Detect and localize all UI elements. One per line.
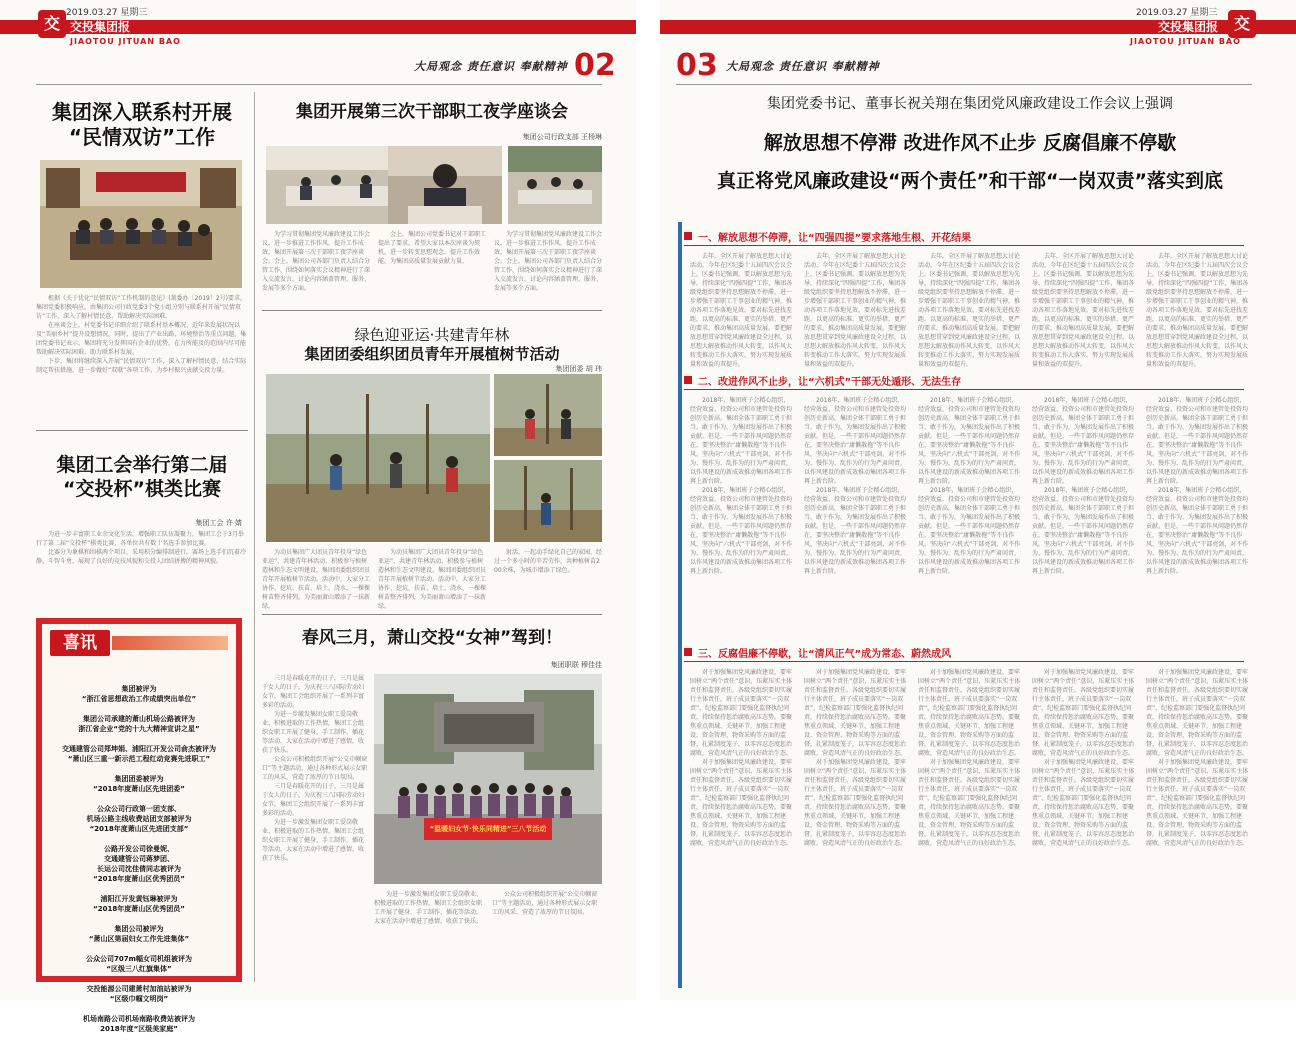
good-news-item-line: 浦阳江开发黄钰琳被评为 — [100, 895, 178, 903]
section-2-col2-cont: 2018年，集团班子会精心组织，经营效益、投资公司和市建管处投资均创历史新高，集团全体干部职工勇于担当、敢于作为，为集团发展作出了积极贡献。但是，一些干部作风问题仍然存在，要坚决整治“庸懒散拖”等不良作风，坚决向“六机式”干部亮剑，对不作为、慢作为、乱作为的行为严肃问责，以作风建设的新成效推动集团各项工作再上新台阶。 — [804, 487, 907, 575]
section-3-col5-cont: 对于加强集团党风廉政建设，要牢固树立“两个责任”意识，压紧压实主体责任和监督责任。各级党组织要切实履行主体责任，班子成员要落实“一岗双责”，纪检监察部门要强化监督执纪问责，持续保持惩治腐败高压态势。要聚焦重点领域、关键环节，加强工程建设、资金管理、物资采购等方面的监督，扎紧制度笼子，以零容忍态度惩治腐败，营造风清气正的良好政治生态。 — [1146, 759, 1249, 847]
good-news-item — [50, 924, 228, 944]
section-heading-2-text: 二、改进作风不止步，让“六机式”干部无处遁形、无法生存 — [698, 377, 962, 388]
masthead-left — [0, 0, 636, 46]
tree-planting-photo-1 — [266, 374, 490, 542]
good-news-item — [50, 774, 228, 794]
tree-p1: 为动员集团广大团员青年投身“绿色亚运”、共建青年林活动，积极参与植树造林和生态文明建设，集团团委组织团员青年开展植树节活动。活动中，大家分工协作、挖坑、扶苗、培土、浇水，一棵棵树苗整齐排列，为美丽萧山增添了一抹新绿。 — [262, 549, 371, 610]
header-divider — [676, 84, 1252, 85]
section-2-body — [690, 396, 1250, 636]
section-3-col3: 对于加强集团党风廉政建设，要牢固树立“两个责任”意识，压紧压实主体责任和监督责任。各级党组织要切实履行主体责任，班子成员要落实“一岗双责”，纪检监察部门要强化监督执纪问责，持续保持惩治腐败高压态势。要聚焦重点领域、关键环节，加强工程建设、资金管理、物资采购等方面的监督，扎紧制度笼子，以零容忍态度惩治腐败，营造风清气正的良好政治生态。 — [918, 669, 1021, 757]
seminar-article-body — [262, 230, 602, 302]
paper-brand-en: JIAOTOU JITUAN BAO — [1130, 37, 1241, 46]
good-news-banner-graphic — [112, 636, 228, 650]
section-1-body — [690, 252, 1250, 368]
chess-p1: 为进一步丰富职工业余文化生活，增强职工队伍凝聚力，集团工会于3月举行了第二届“交投杯”棋类比赛，各单位共有数十名选手参加比赛。 — [36, 531, 244, 547]
section-1-col3: 去年，全区开展了解放思想大讨论活动，今年在区纪委十五届四次会议会上，区委书记强调，要以解放思想为先导，持续深化“四强四提”工作，集团各级党组织要坚持思想解放不停滞，进一步增强干部职工干事创业的精气神，推动各项工作落地见效。要对标先进找差距，以更高的标准、更实的举措、更严的要求，推动集团高质量发展。要把解放思想贯穿到党风廉政建设全过程，以思想大解放推动作风大转变，以作风大转变推动工作大落实，努力实现发展质量和效益的双提升。 — [918, 253, 1021, 368]
section-2-col2: 2018年，集团班子会精心组织，经营效益、投资公司和市建管处投资均创历史新高，集团全体干部职工勇于担当、敢于作为，为集团发展作出了积极贡献。但是，一些干部作风问题仍然存在，要坚决整治“庸懒散拖”等不良作风，坚决向“六机式”干部亮剑，对不作为、慢作为、乱作为的行为严肃问责，以作风建设的新成效推动集团各项工作再上新台阶。 — [804, 397, 907, 485]
chess-title-line1: 集团工会举行第二届 — [56, 454, 228, 476]
section-2-col5: 2018年，集团班子会精心组织，经营效益、投资公司和市建管处投资均创历史新高，集团全体干部职工勇于担当、敢于作为，为集团发展作出了积极贡献。但是，一些干部作风问题仍然存在，要坚决整治“庸懒散拖”等不良作风，坚决向“六机式”干部亮剑，对不作为、慢作为、乱作为的行为严肃问责，以作风建设的新成效推动集团各项工作再上新台阶。 — [1146, 397, 1249, 485]
village-p3: 下步，集团将继续深入开展“民情双访”工作，深入了解村情民意，结合实际制定帮扶措施，进一步做好“双联”各项工作，为乡村振兴贡献交投力量。 — [36, 358, 247, 374]
women-day-article-body-left — [262, 674, 368, 978]
section-marker-icon — [684, 232, 692, 240]
good-news-item-line: “萧山区三重一新示范工程红动竞赛先进职工” — [67, 755, 211, 763]
tree-byline: 集团团委 胡 玮 — [555, 365, 602, 373]
good-news-item — [50, 714, 228, 734]
good-news-item-line: 集团团委被评为 — [114, 775, 164, 783]
section-heading-1-text: 一、解放思想不停滞，让“四强四提”要求落地生根、开花结果 — [698, 233, 972, 244]
tree-article-body — [262, 548, 602, 608]
women-p2: 为进一步激发集团女职工爱岗敬业、积极进取的工作热情，集团工会组织女职工开展了健身、手工制作、插花等活动，大家在活动中增进了感情，收获了快乐。 — [262, 711, 365, 754]
page-gutter — [636, 0, 660, 1000]
section-2-col4-cont: 2018年，集团班子会精心组织，经营效益、投资公司和市建管处投资均创历史新高，集团全体干部职工勇于担当、敢于作为，为集团发展作出了积极贡献。但是，一些干部作风问题仍然存在，要坚决整治“庸懒散拖”等不良作风，坚决向“六机式”干部亮剑，对不作为、慢作为、乱作为的行为严肃问责，以作风建设的新成效推动集团各项工作再上新台阶。 — [1032, 487, 1135, 575]
good-news-item-line: 公众公司707m幅女司机组被评为 — [86, 955, 192, 963]
village-p2: 在座谈会上，村党委书记详细介绍了联系村基本概况、近年来发展状况以及“美丽乡村”提升设想情况。同时，提出了产业出路、环境整治等重点问题。集团党委书记表示，集团将充分发挥国有企业的优势，在力所能及的范围内尽可能帮助解决实际困难，助力联系村发展。 — [36, 322, 247, 356]
good-news-inner — [42, 624, 236, 1033]
good-news-item-line: “萧山区第届妇女工作先进集体” — [88, 935, 190, 943]
good-news-item-line: 交投能源公司建萧村加油站被评为 — [86, 985, 192, 993]
seminar-photo-2 — [508, 146, 602, 224]
section-heading-3-text: 三、反腐倡廉不停歇，让“清风正气”成为常态、蔚然成风 — [698, 649, 952, 660]
tree-title-line1: 绿色迎亚运·共建青年林 — [354, 326, 510, 344]
section-heading-rule — [684, 389, 1244, 390]
women-p3: 公众公司积极组织开展“公交巾帼窗口”等主题活动，通过各种形式展示女职工的风采，营造了浓厚的节日氛围。 — [262, 756, 368, 781]
village-lead: 根据《关于优化“民情双访”工作机制的意见》(萧委办〔2019〕2号)要求，集团党委积极响应，由集团公司行政党委3个党小组分别与联系村开展“民情双访”工作，深入了解村情民意，帮助解决实际困难。 — [36, 295, 246, 320]
good-news-item — [50, 954, 228, 974]
village-article-title — [36, 100, 248, 150]
good-news-item-line: 浙江省企业“党的十九大精神宣讲之星” — [78, 725, 200, 733]
page-number: 02 — [574, 48, 616, 83]
good-news-item-line: 公众公司行政第一团支部、 — [97, 805, 181, 813]
section-heading-rule — [684, 661, 1244, 662]
section-2-col1: 2018年，集团班子会精心组织，经营效益、投资公司和市建管处投资均创历史新高，集团全体干部职工勇于担当、敢于作为，为集团发展作出了积极贡献。但是，一些干部作风问题仍然存在，要坚决整治“庸懒散拖”等不良作风，坚决向“六机式”干部亮剑，对不作为、慢作为、乱作为的行为严肃问责，以作风建设的新成效推动集团各项工作再上新台阶。 — [690, 397, 793, 485]
section-marker-icon — [684, 648, 692, 656]
good-news-list — [50, 684, 228, 1044]
good-news-item-line: 2018年度“区级美家庭” — [100, 1025, 178, 1033]
chess-title-line2: “交投杯”棋类比赛 — [63, 477, 221, 500]
paper-brand-en: JIAOTOU JITUAN BAO — [70, 37, 181, 46]
tree-article-title — [262, 326, 602, 364]
page-02 — [0, 0, 636, 1033]
section-marker-icon — [684, 376, 692, 384]
village-title-line2: “民情双访”工作 — [68, 125, 216, 149]
women-p2-col2: 为进一步激发集团女职工爱岗敬业、积极进取的工作热情，集团工会组织女职工开展了健身、手工制作、插花等活动，大家在活动中增进了感情，收获了快乐。 — [374, 891, 483, 925]
good-news-item-line: 交通建管公司郑坤娟、浦阳江开发公司俞杰被评为 — [62, 745, 216, 753]
paper-brand: 交投集团报 — [70, 20, 131, 34]
issue-date: 2019.03.27 星期三 — [1136, 8, 1218, 18]
section-heading-3 — [684, 642, 1244, 662]
paper-logo-icon: 交 — [38, 10, 66, 38]
section-2-col1-cont: 2018年，集团班子会精心组织，经营效益、投资公司和市建管处投资均创历史新高，集团全体干部职工勇于担当、敢于作为，为集团发展作出了积极贡献。但是，一些干部作风问题仍然存在，要坚决整治“庸懒散拖”等不良作风，坚决向“六机式”干部亮剑，对不作为、慢作为、乱作为的行为严肃问责，以作风建设的新成效推动集团各项工作再上新台阶。 — [690, 487, 793, 575]
issue-date: 2019.03.27 星期三 — [66, 8, 148, 18]
seminar-photo-speaker — [388, 146, 502, 224]
chess-byline: 集团工会 许 婧 — [195, 519, 242, 527]
good-news-item-line: “2018年度萧山区先进团委” — [93, 785, 185, 793]
page-slogan: 大局观念 责任意识 奉献精神 — [414, 60, 568, 73]
women-day-article-title: 春风三月，萧山交投“女神”驾到！ — [301, 628, 563, 648]
section-heading-rule — [684, 245, 1244, 246]
seminar-p1: 为学习贯彻集团党风廉政建设工作会议，进一步推进工作作风，提升工作成效，集团开展第三次干部职工夜学座谈会。会上，集团公司各部门负责人结合分管工作，围绕如何落实会议精神进行了深入交流发言，讨论内容涵盖管理、服务、发展等多个方面。 — [262, 231, 371, 292]
good-news-title: 喜讯 — [50, 630, 110, 656]
tree-planting-photo-2 — [494, 374, 602, 456]
tree-p1-cont: 为动员集团广大团员青年投身“绿色亚运”、共建青年林活动，积极参与植树造林和生态文明建设，集团团委组织团员青年开展植树节活动。活动中，大家分工协作、挖坑、扶苗、培土、浇水，一棵棵树苗整齐排列，为美丽萧山增添了一抹新绿。 — [378, 549, 487, 610]
section-heading-2 — [684, 370, 1244, 390]
women-day-byline: 集团职联 穆佳佳 — [550, 661, 602, 669]
section-heading-1 — [684, 226, 1244, 246]
good-news-item — [50, 804, 228, 834]
section-3-body — [690, 668, 1250, 980]
section-3-col3-cont: 对于加强集团党风廉政建设，要牢固树立“两个责任”意识，压紧压实主体责任和监督责任。各级党组织要切实履行主体责任，班子成员要落实“一岗双责”，纪检监察部门要强化监督执纪问责，持续保持惩治腐败高压态势。要聚焦重点领域、关键环节，加强工程建设、资金管理、物资采购等方面的监督，扎紧制度笼子，以零容忍态度惩治腐败，营造风清气正的良好政治生态。 — [918, 759, 1021, 847]
section-1-col2: 去年，全区开展了解放思想大讨论活动，今年在区纪委十五届四次会议会上，区委书记强调，要以解放思想为先导，持续深化“四强四提”工作，集团各级党组织要坚持思想解放不停滞，进一步增强干部职工干事创业的精气神，推动各项工作落地见效。要对标先进找差距，以更高的标准、更实的举措、更严的要求，推动集团高质量发展。要把解放思想贯穿到党风廉政建设全过程，以思想大解放推动作风大转变，以作风大转变推动工作大落实，努力实现发展质量和效益的双提升。 — [804, 253, 907, 368]
paper-brand: 交投集团报 — [1158, 20, 1219, 34]
good-news-item — [50, 1014, 228, 1034]
good-news-item-line: “浙江省思想政治工作成绩突出单位” — [81, 695, 197, 703]
section-3-col1-cont: 对于加强集团党风廉政建设，要牢固树立“两个责任”意识，压紧压实主体责任和监督责任。各级党组织要切实履行主体责任，班子成员要落实“一岗双责”，纪检监察部门要强化监督执纪问责，持续保持惩治腐败高压态势。要聚焦重点领域、关键环节，加强工程建设、资金管理、物资采购等方面的监督，扎紧制度笼子，以零容忍态度惩治腐败，营造风清气正的良好政治生态。 — [690, 759, 793, 847]
village-meeting-photo — [40, 160, 242, 288]
good-news-item-line: “区级巾帼文明岗” — [109, 995, 169, 1003]
section-3-col2: 对于加强集团党风廉政建设，要牢固树立“两个责任”意识，压紧压实主体责任和监督责任。各级党组织要切实履行主体责任，班子成员要落实“一岗双责”，纪检监察部门要强化监督执纪问责，持续保持惩治腐败高压态势。要聚焦重点领域、关键环节，加强工程建设、资金管理、物资采购等方面的监督，扎紧制度笼子，以零容忍态度惩治腐败，营造风清气正的良好政治生态。 — [804, 669, 907, 757]
page-slogan: 大局观念 责任意识 奉献精神 — [726, 60, 880, 73]
good-news-item-line: “2018年度萧山区优秀团员” — [93, 905, 185, 913]
section-2-col3-cont: 2018年，集团班子会精心组织，经营效益、投资公司和市建管处投资均创历史新高，集团全体干部职工勇于担当、敢于作为，为集团发展作出了积极贡献。但是，一些干部作风问题仍然存在，要坚决整治“庸懒散拖”等不良作风，坚决向“六机式”干部亮剑，对不作为、慢作为、乱作为的行为严肃问责，以作风建设的新成效推动集团各项工作再上新台阶。 — [918, 487, 1021, 575]
divider — [262, 310, 602, 311]
masthead-right — [660, 0, 1296, 46]
section-3-col4-cont: 对于加强集团党风廉政建设，要牢固树立“两个责任”意识，压紧压实主体责任和监督责任。各级党组织要切实履行主体责任，班子成员要落实“一岗双责”，纪检监察部门要强化监督执纪问责，持续保持惩治腐败高压态势。要聚焦重点领域、关键环节，加强工程建设、资金管理、物资采购等方面的监督，扎紧制度笼子，以零容忍态度惩治腐败，营造风清气正的良好政治生态。 — [1032, 759, 1135, 847]
main-headline-line2: 真正将党风廉政建设“两个责任”和干部“一岗双责”落实到底 — [717, 170, 1223, 192]
main-headline-line1: 解放思想不停滞 改进作风不止步 反腐倡廉不停歇 — [763, 132, 1177, 154]
good-news-item-line: “2018年度萧山区先进团支部” — [89, 825, 189, 833]
chess-article-body — [36, 530, 248, 610]
section-3-col1: 对于加强集团党风廉政建设，要牢固树立“两个责任”意识，压紧压实主体责任和监督责任。各级党组织要切实履行主体责任，班子成员要落实“一岗双责”，纪检监察部门要强化监督执纪问责，持续保持惩治腐败高压态势。要聚焦重点领域、关键环节，加强工程建设、资金管理、物资采购等方面的监督，扎紧制度笼子，以零容忍态度惩治腐败，营造风清气正的良好政治生态。 — [690, 669, 793, 757]
good-news-item-line: 集团被评为 — [121, 685, 157, 693]
women-p3-col3: 公众公司积极组织开展“公交巾帼窗口”等主题活动，通过各种形式展示女职工的风采，营造了浓厚的节日氛围。 — [492, 891, 598, 916]
seminar-p2: 会上，集团公司党委书记对干部职工提出了要求，希望大家以本次座谈为契机，进一步转变思想观念，提升工作效能，为集团高质量发展贡献力量。 — [378, 231, 487, 265]
good-news-item-line: 长运公司沈佳倩同志被评为 — [97, 865, 181, 873]
header-divider — [36, 84, 602, 85]
women-day-banner-text: “温暖妇女节·快乐同精进”三八节活动 — [429, 825, 547, 833]
section-1-col5: 去年，全区开展了解放思想大讨论活动，今年在区纪委十五届四次会议会上，区委书记强调，要以解放思想为先导，持续深化“四强四提”工作，集团各级党组织要坚持思想解放不停滞，进一步增强干部职工干事创业的精气神，推动各项工作落地见效。要对标先进找差距，以更高的标准、更实的举措、更严的要求，推动集团高质量发展。要把解放思想贯穿到党风廉政建设全过程，以思想大解放推动作风大转变，以作风大转变推动工作大落实，努力实现发展质量和效益的双提升。 — [1146, 253, 1249, 368]
village-title-line1: 集团深入联系村开展 — [52, 100, 232, 124]
good-news-item-line: 集团公司承建的萧山机场公路被评为 — [83, 715, 195, 723]
women-p1-repeat: 三月是春暖花开的日子，三月是属于女人的日子。为庆祝三八国际劳动妇女节，集团工会组织开展了一系列丰富多彩的活动。 — [262, 783, 365, 817]
good-news-item-line: 机场公路主线收费站团支部被评为 — [86, 815, 192, 823]
section-2-col3: 2018年，集团班子会精心组织，经营效益、投资公司和市建管处投资均创历史新高，集团全体干部职工勇于担当、敢于作为，为集团发展作出了积极贡献。但是，一些干部作风问题仍然存在，要坚决整治“庸懒散拖”等不良作风，坚决向“六机式”干部亮剑，对不作为、慢作为、乱作为的行为严肃问责，以作风建设的新成效推动集团各项工作再上新台阶。 — [918, 397, 1021, 485]
section-3-col2-cont: 对于加强集团党风廉政建设，要牢固树立“两个责任”意识，压紧压实主体责任和监督责任。各级党组织要切实履行主体责任，班子成员要落实“一岗双责”，纪检监察部门要强化监督执纪问责，持续保持惩治腐败高压态势。要聚焦重点领域、关键环节，加强工程建设、资金管理、物资采购等方面的监督，扎紧制度笼子，以零容忍态度惩治腐败，营造风清气正的良好政治生态。 — [804, 759, 907, 847]
section-2-col4: 2018年，集团班子会精心组织，经营效益、投资公司和市建管处投资均创历史新高，集团全体干部职工勇于担当、敢于作为，为集团发展作出了积极贡献。但是，一些干部作风问题仍然存在，要坚决整治“庸懒散拖”等不良作风，坚决向“六机式”干部亮剑，对不作为、慢作为、乱作为的行为严肃问责，以作风建设的新成效推动集团各项工作再上新台阶。 — [1032, 397, 1135, 485]
women-day-article-body-right — [374, 890, 602, 978]
good-news-item — [50, 894, 228, 914]
good-news-item-line: 集团公司被评为 — [114, 925, 164, 933]
women-day-group-photo — [374, 674, 602, 884]
section-3-col5: 对于加强集团党风廉政建设，要牢固树立“两个责任”意识，压紧压实主体责任和监督责任。各级党组织要切实履行主体责任，班子成员要落实“一岗双责”，纪检监察部门要强化监督执纪问责，持续保持惩治腐败高压态势。要聚焦重点领域、关键环节，加强工程建设、资金管理、物资采购等方面的监督，扎紧制度笼子，以零容忍态度惩治腐败，营造风清气正的良好政治生态。 — [1146, 669, 1249, 757]
tree-p2: 射活，一起动手绿化自己的家园，经过一个多小时的辛苦劳作，共种植树苗200余株，为城市增添了绿色。 — [494, 549, 603, 574]
main-article-kicker: 集团党委书记、董事长祝关翔在集团党风廉政建设工作会议上强调 — [767, 96, 1173, 112]
women-p2-repeat: 为进一步激发集团女职工爱岗敬业、积极进取的工作热情，集团工会组织女职工开展了健身、手工制作、插花等活动，大家在活动中增进了感情，收获了快乐。 — [262, 819, 365, 862]
good-news-item — [50, 844, 228, 884]
good-news-box — [36, 618, 242, 1033]
divider — [262, 614, 602, 615]
section-2-col5-cont: 2018年，集团班子会精心组织，经营效益、投资公司和市建管处投资均创历史新高，集团全体干部职工勇于担当、敢于作为，为集团发展作出了积极贡献。但是，一些干部作风问题仍然存在，要坚决整治“庸懒散拖”等不良作风，坚决向“六机式”干部亮剑，对不作为、慢作为、乱作为的行为严肃问责，以作风建设的新成效推动集团各项工作再上新台阶。 — [1146, 487, 1249, 575]
good-news-item — [50, 744, 228, 764]
section-1-col4: 去年，全区开展了解放思想大讨论活动，今年在区纪委十五届四次会议会上，区委书记强调，要以解放思想为先导，持续深化“四强四提”工作，集团各级党组织要坚持思想解放不停滞，进一步增强干部职工干事创业的精气神，推动各项工作落地见效。要对标先进找差距，以更高的标准、更实的举措、更严的要求，推动集团高质量发展。要把解放思想贯穿到党风廉政建设全过程，以思想大解放推动作风大转变，以作风大转变推动工作大落实，努力实现发展质量和效益的双提升。 — [1032, 253, 1135, 368]
good-news-item-line: “2018年度萧山区优秀团员” — [93, 875, 185, 883]
seminar-byline: 集团公司行政支部 王杨琳 — [522, 133, 602, 141]
village-article-body — [36, 294, 248, 424]
women-p1: 三月是春暖花开的日子，三月是属于女人的日子。为庆祝三八国际劳动妇女节，集团工会组织开展了一系列丰富多彩的活动。 — [262, 675, 365, 709]
column-divider — [254, 92, 255, 982]
seminar-p1-cont: 为学习贯彻集团党风廉政建设工作会议，进一步推进工作作风，提升工作成效，集团开展第三次干部职工夜学座谈会。会上，集团公司各部门负责人结合分管工作，围绕如何落实会议精神进行了深入交流发言，讨论内容涵盖管理、服务、发展等多个方面。 — [494, 231, 603, 292]
divider — [36, 430, 248, 431]
section-1-col1: 去年，全区开展了解放思想大讨论活动，今年在区纪委十五届四次会议会上，区委书记强调，要以解放思想为先导，持续深化“四强四提”工作，集团各级党组织要坚持思想解放不停滞，进一步增强干部职工干事创业的精气神，推动各项工作落地见效。要对标先进找差距，以更高的标准、更实的举措、更严的要求，推动集团高质量发展。要把解放思想贯穿到党风廉政建设全过程，以思想大解放推动作风大转变，以作风大转变推动工作大落实，努力实现发展质量和效益的双提升。 — [690, 253, 793, 368]
paper-logo-icon: 交 — [1228, 10, 1256, 38]
tree-planting-photo-3 — [494, 460, 602, 542]
good-news-item — [50, 984, 228, 1004]
good-news-item-line: 公路开发公司徐曼妮、 — [104, 845, 174, 853]
chess-p2: 比赛分为象棋和围棋两个项目，采用积分编排制进行。赛场上选手们沉着冷静、斗智斗勇，展现了良好的竞技风貌和交投人团结拼搏的精神风貌。 — [36, 549, 247, 565]
chess-article-title — [36, 454, 248, 502]
section-3-col4: 对于加强集团党风廉政建设，要牢固树立“两个责任”意识，压紧压实主体责任和监督责任。各级党组织要切实履行主体责任，班子成员要落实“一岗双责”，纪检监察部门要强化监督执纪问责，持续保持惩治腐败高压态势。要聚焦重点领域、关键环节，加强工程建设、资金管理、物资采购等方面的监督，扎紧制度笼子，以零容忍态度惩治腐败，营造风清气正的良好政治生态。 — [1032, 669, 1135, 757]
good-news-item-line: 交通建管公司蒋梦团、 — [104, 855, 174, 863]
tree-title-line2: 集团团委组织团员青年开展植树节活动 — [304, 344, 560, 363]
seminar-article-title: 集团开展第三次干部职工夜学座谈会 — [296, 102, 568, 122]
good-news-item-line: 机场南路公司机场南路收费站被评为 — [83, 1015, 195, 1023]
good-news-item — [50, 684, 228, 704]
page-number: 03 — [676, 48, 718, 83]
good-news-item-line: “区级三八红旗集体” — [106, 965, 172, 973]
